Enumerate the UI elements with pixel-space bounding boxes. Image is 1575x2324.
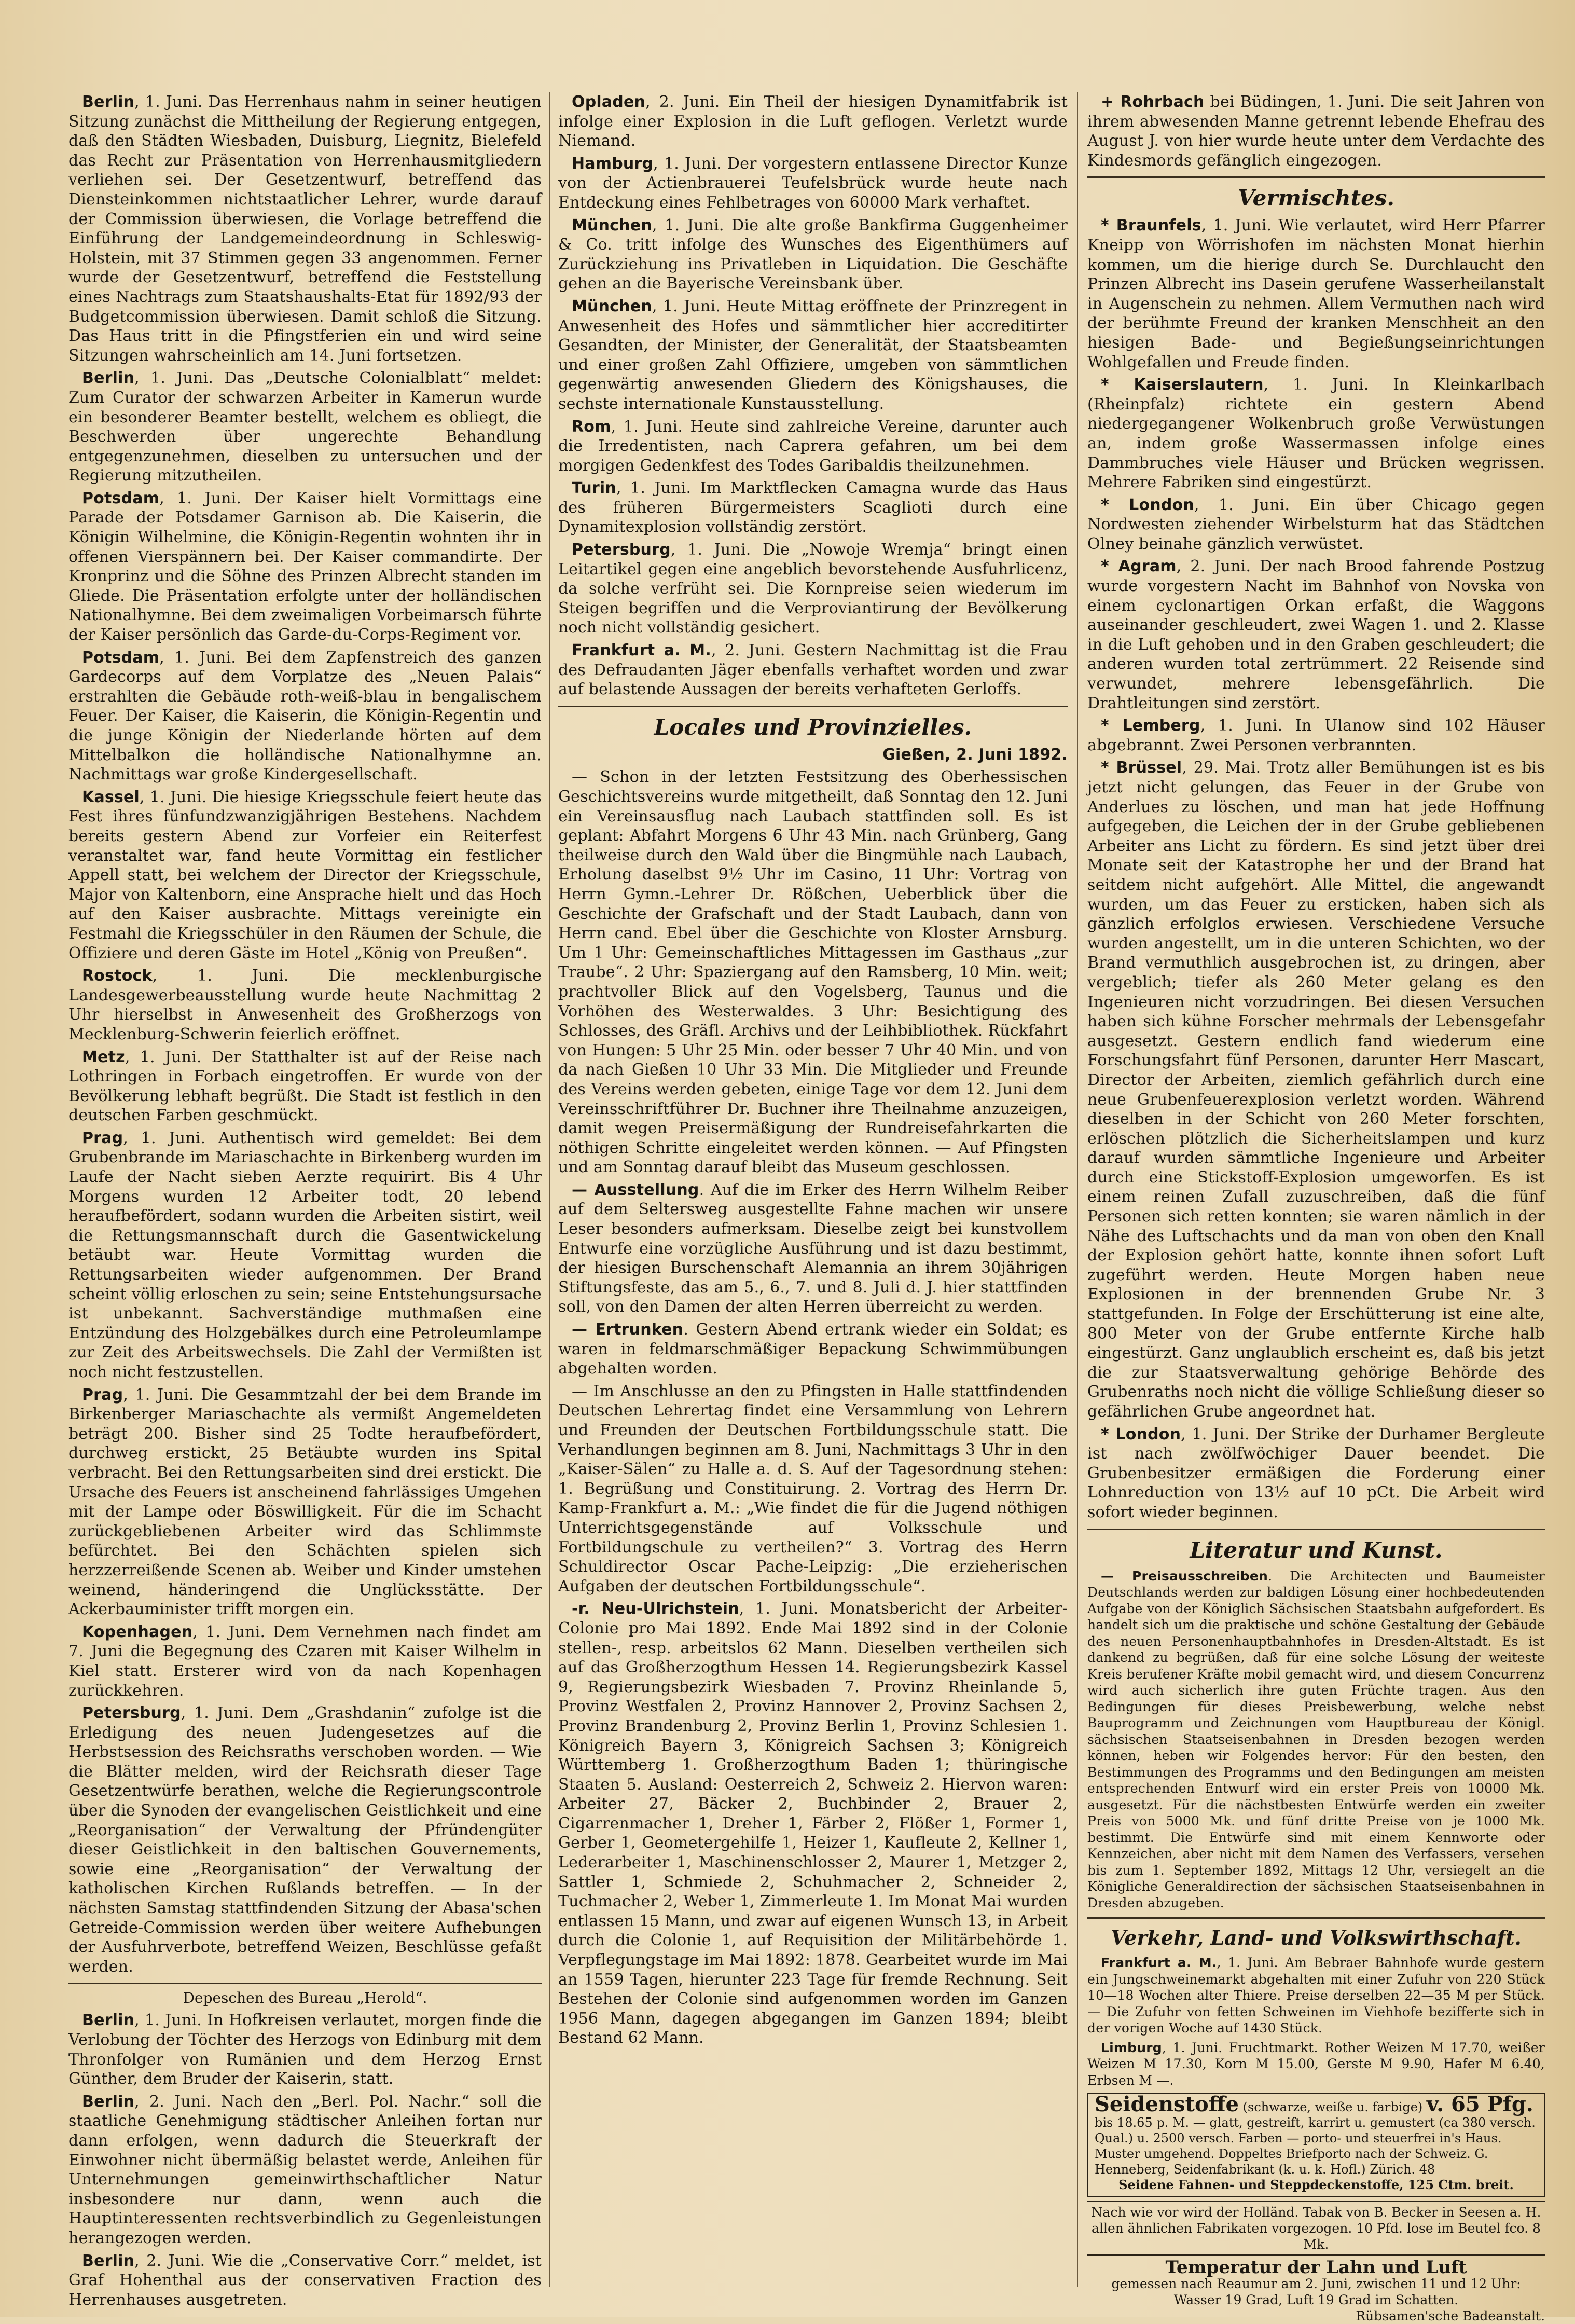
dateline: Hamburg bbox=[572, 154, 654, 173]
ad-title-note: (schwarze, weiße u. farbige) bbox=[1242, 2100, 1423, 2115]
dateline: Potsdam bbox=[82, 489, 160, 507]
dateline: * London bbox=[1101, 496, 1194, 514]
dateline: Berlin bbox=[82, 93, 135, 111]
ad-price: v. 65 Pfg. bbox=[1426, 2092, 1533, 2117]
section-divider bbox=[68, 1983, 542, 1984]
news-item bbox=[68, 92, 542, 365]
article-text: , 1. Juni. Dem Vernehmen nach findet am 7. Juni die Begegnung des Czaren mit Kaiser Wilhelm in Kiel statt. Ersterer wird von da nach Kopenhagen zurückkehren. bbox=[68, 1622, 542, 1700]
dateline: Prag bbox=[82, 1385, 123, 1404]
literatur-heading: Literatur und Kunst. bbox=[1190, 1537, 1443, 1563]
news-item bbox=[1087, 758, 1545, 1421]
article-text: , 1. Juni. Am Bebraer Bahnhofe wurde gestern ein Jungschweinemarkt abgehalten mit einer Zufuhr von 220 Stück 10—18 Wochen alter Thiere. Preise derselben 22—35 M per Stück. — Die Zufuhr von fetten Schweinen im Viehhofe bezifferte sich in der vorigen Woche auf 1430 Stück. bbox=[1087, 1955, 1545, 2036]
news-list bbox=[68, 92, 542, 1976]
temperature-box bbox=[1087, 2257, 1545, 2324]
news-item bbox=[68, 1622, 542, 1700]
article-text: , 1. Juni. Authentisch wird gemeldet: Bei dem Grubenbrande im Mariaschachte in Birkenberg wurden im Laufe der Nacht sieben Aerzte requirirt. Bis 4 Uhr Morgens wurden 12 Arbeiter todt, 20 lebend heraufbefördert, sodann wurden die Arbeiten sistirt, weil die Rettungsmannschaft durch die Gasentwickelung betäubt war. Heute Vormittag wurden die Rettungsarbeiten wieder aufgenommen. Der Brand scheint völlig erloschen zu sein; seine Entstehungsursache ist unbekannt. Sachverständige muthmaßen eine Entzündung des Holzgebälkes durch eine Petroleumlampe zur Zeit des Arbeitswechsels. Die Zahl der Vermißten ist noch nicht festzustellen. bbox=[68, 1129, 542, 1381]
news-item bbox=[1087, 557, 1545, 713]
seidenstoffe-ad bbox=[1087, 2093, 1545, 2197]
verkehr-heading: Verkehr, Land- und Volkswirthschaft. bbox=[1111, 1926, 1522, 1950]
dateline: + Rohrbach bbox=[1101, 93, 1205, 111]
dateline: Kassel bbox=[82, 788, 140, 806]
dateline: — Preisausschreiben bbox=[1101, 1568, 1268, 1584]
article-text: , 2. Juni. Gestern Nachmittag ist die Frau des Defraudanten Jäger ebenfalls verhaftet worden und zwar auf belastende Aussagen der bereits verhafteten Gerloffs. bbox=[558, 641, 1068, 699]
news-item bbox=[558, 216, 1068, 294]
article-text: , 1. Juni. Die Gesammtzahl der bei dem Brande im Birkenberger Mariaschachte als vermißt Angemeldeten beträgt 200. Bisher sind 25 Todte heraufbefördert, durchweg erstickt, 25 Betäubte wurden ins Spital verbracht. Bei den Rettungsarbeiten sind drei erstickt. Die Ursache des Feuers ist anscheinend fahrlässiges Umgehen mit der Lampe oder Böswilligkeit. Für die im Schacht zurückgebliebenen Arbeiter wird das Schlimmste befürchtet. Bei den Schächten spielen sich herzzerreißende Scenen ab. Weiber und Kinder umstehen weinend, händeringend die Unglücksstätte. Der Ackerbauminister trifft morgen ein. bbox=[68, 1385, 542, 1619]
verkehr-list bbox=[1087, 1955, 1545, 2088]
article-text: . Gestern Abend ertrank wieder ein Soldat; es waren in feldmarschmäßiger Bepackung Schwimmübungen abgehalten worden. bbox=[558, 1321, 1068, 1378]
news-item bbox=[1087, 496, 1545, 554]
dateline: * Kaiserslautern bbox=[1101, 376, 1264, 394]
article-text: , 1. Juni. In Hofkreisen verlautet, morgen finde die Verlobung der Töchter des Herzogs von Edinburg mit dem Thronfolger von Rumänien und dem Herzog Ernst Günther, dem Bruder der Kaiserin, statt. bbox=[68, 2011, 542, 2088]
article-text: , 1. Juni. Heute sind zahlreiche Vereine, darunter auch die Irredentisten, nach Caprera gefahren, um bei dem morgigen Gedenkfest des Todes Garibaldis theilzunehmen. bbox=[558, 417, 1068, 475]
article-text: , 1. Juni. Das „Deutsche Colonialblatt“ meldet: Zum Curator der schwarzen Arbeiter in Kamerun wurde ein besonderer Beamter bestellt, welchem es obliegt, die Beschwerden über ungerechte Behandlung entgegenzunehmen, dieselben zu untersuchen und der Regierung mitzutheilen. bbox=[68, 369, 542, 485]
news-item bbox=[68, 648, 542, 785]
column-2 bbox=[558, 92, 1068, 2287]
dateline: Opladen bbox=[572, 93, 646, 111]
column-rule bbox=[1077, 92, 1078, 2287]
article-text: , 1. Juni. Wie verlautet, wird Herr Pfarrer Kneipp von Wörrishofen im nächsten Monat hierhin kommen, um die hierige durch Se. Durchlaucht den Prinzen Albrecht ins Dasein gerufene Wasserheilanstalt in Augenschein zu nehmen. Allem Vermuthen nach wird der berühmte Freund der kranken Menschheit an den hiesigen Bade- und Begießungseinrichtungen Wohlgefallen und Freude finden. bbox=[1087, 216, 1545, 372]
news-item bbox=[68, 966, 542, 1044]
locales-list bbox=[558, 767, 1068, 2048]
literatur-list bbox=[1087, 1568, 1545, 1912]
news-item bbox=[558, 297, 1068, 414]
temperature-line: gemessen nach Reaumur am 2. Juni, zwischen 11 und 12 Uhr: bbox=[1111, 2276, 1521, 2292]
news-item bbox=[1087, 375, 1545, 492]
article-text: , 1. Juni. Fruchtmarkt. Rother Weizen M 17.70, weißer Weizen M 17.30, Korn M 15.00, Gerste M 9.90, Hafer M 6.40, Erbsen M —. bbox=[1087, 2040, 1545, 2088]
article-text: , 1. Juni. In Ulanow sind 102 Häuser abgebrannt. Zwei Personen verbrannten. bbox=[1087, 717, 1545, 754]
dateline: Metz bbox=[82, 1048, 125, 1066]
dateline: * Brüssel bbox=[1101, 759, 1182, 777]
news-item bbox=[1087, 216, 1545, 372]
ad-title: Seidenstoffe bbox=[1095, 2092, 1239, 2117]
depeschen-heading: Depeschen des Bureau „Herold“. bbox=[183, 1989, 427, 2007]
news-item bbox=[68, 788, 542, 963]
article-text: , 2. Juni. Der nach Brood fahrende Postzug wurde vorgestern Nacht im Bahnhof von Novska von einem cyclonartigen Orkan erfaßt, die Waggons auseinander geschleudert, zwei Wagen 1. und 2. Klasse in die Luft gehoben und in den Graben geschleudert; die anderen wurden total zertrümmert. 22 Reisende sind verwundet, mehrere lebensgefährlich. Die Drahtleitungen sind zerstört. bbox=[1087, 557, 1545, 712]
dateline: Prag bbox=[82, 1129, 123, 1147]
dateline: Rostock bbox=[82, 967, 153, 985]
ad-text: bis 18.65 p. M. — glatt, gestreift, karrirt u. gemustert (ca 380 versch. Qual.) u. 2500 versch. Farben — porto- und steuerfrei in's Haus. Muster umgehend. Doppeltes Briefporto nach der Schweiz. G. Henneberg, Seidenfabrikant (k. u. k. Hofl.) Zürich. 48 bbox=[1095, 2115, 1536, 2177]
article-text: , 1. Juni. Der vorgestern entlassene Director Kunze von der Actienbrauerei Teufelsbrück wurde heute nach Entdeckung eines Fehlbetrages von 60000 Mark verhaftet. bbox=[558, 154, 1068, 212]
dateline: * Agram bbox=[1101, 557, 1177, 576]
news-item bbox=[1087, 1425, 1545, 1522]
news-item bbox=[558, 1320, 1068, 1379]
dateline: * London bbox=[1101, 1425, 1181, 1443]
section-divider bbox=[1087, 176, 1545, 178]
news-item bbox=[558, 540, 1068, 638]
article-text: — Schon in der letzten Festsitzung des Oberhessischen Geschichtsvereins wurde mitgetheilt, daß Sonntag den 12. Juni ein Vereinsausflug nach Laubach stattfinden soll. Es ist geplant: Abfahrt Morgens 6 Uhr 43 Min. nach Grünberg, Gang theilweise durch den Wald über die Bingmühle nach Laubach, Erholung daselbst 9½ Uhr im Casino, 11 Uhr: Vortrag von Herrn Gymn.-Lehrer Dr. Rößchen, Ueberblick über die Geschichte der Grafschaft und der Stadt Laubach, dann von Herrn cand. Ebel über die Geschichte von Kloster Arnsburg. Um 1 Uhr: Gemeinschaftliches Mittagessen im Gasthaus „zur Traube“. 2 Uhr: Spaziergang auf den Ramsberg, 10 Min. weit; prachtvoller Blick auf den Vogelsberg, Taunus und die Vorhöhen des Westerwaldes. 3 Uhr: Besichtigung des Schlosses, des Gräfl. Archivs und der Leihbibliothek. Rückfahrt von Hungen: 5 Uhr 25 Min. oder besser 7 Uhr 40 Min. und von da nach Gießen 10 Uhr 33 Min. Die Mitglieder und Freunde des Vereins werden gebeten, einige Tage vor dem 12. Juni dem Vereinsschriftführer Dr. Buchner ihre Theilnahme anzuzeigen, damit wegen Preisermäßigung der Rundreisefahrkarten die nöthigen Schritte eingeleitet werden können. — Auf Pfingsten und am Sonntag darauf bleibt das Museum geschlossen. bbox=[558, 768, 1068, 1177]
temperature-source: Rübsamen'sche Badeanstalt. bbox=[1356, 2308, 1545, 2324]
vermischtes-heading: Vermischtes. bbox=[1237, 185, 1395, 211]
dateline: Limburg bbox=[1101, 2040, 1162, 2055]
article-text: , 1. Juni. Der Strike der Durhamer Bergleute ist nach zwölfwöchiger Dauer beendet. Die Grubenbesitzer ermäßigen die Forderung einer Lohnreduction von 13½ auf 10 pCt. Die Arbeit wird sofort wieder beginnen. bbox=[1087, 1425, 1545, 1521]
dateline: Petersburg bbox=[572, 541, 671, 559]
news-item bbox=[68, 368, 542, 486]
news-item bbox=[558, 1599, 1068, 2048]
column-rule bbox=[549, 92, 550, 2287]
dateline: Berlin bbox=[82, 2011, 135, 2030]
news-list bbox=[1087, 92, 1545, 170]
column-3 bbox=[1087, 92, 1545, 2324]
article-text: . Auf die im Erker des Herrn Wilhelm Reiber auf dem Seltersweg ausgestellte Fahne machen wir unsere Leser besonders aufmerksam. Dieselbe zeigt bei kunstvollem Entwurfe eine vorzügliche Ausführung und ist dazu bestimmt, der hiesigen Burschenschaft Alemannia an ihrem 30jährigen Stiftungsfeste, das am 5., 6., 7. und 8. Juli d. J. hier stattfinden soll, von den Damen der alten Herren überreicht zu werden. bbox=[558, 1180, 1068, 1316]
dateline: München bbox=[572, 297, 652, 315]
dateline: Berlin bbox=[82, 2251, 135, 2270]
dateline: Rom bbox=[572, 417, 611, 436]
article-text: — Im Anschlusse an den zu Pfingsten in Halle stattfindenden Deutschen Lehrertag findet eine Versammlung von Lehrern und Freunden der Deutschen Fortbildungsschule statt. Die Verhandlungen beginnen am 8. Juni, Nachmittags 3 Uhr in den „Kaiser-Sälen“ zu Halle a. d. S. Auf der Tagesordnung stehen: 1. Begrüßung und Constituirung. 2. Vortrag des Herrn Dr. Kamp-Frankfurt a. M.: „Wie findet die für die Jugend nöthigen Unterrichtsgegenstände auf Volksschule und Fortbildungschule zu vertheilen?“ 3. Vortrag des Herrn Schuldirector Oscar Pache-Leipzig: „Die erzieherischen Aufgaben der deutschen Fortbildungsschule“. bbox=[558, 1382, 1068, 1596]
news-item bbox=[1087, 1568, 1545, 1912]
dateline: Kopenhagen bbox=[82, 1622, 193, 1641]
article-text: , 2. Juni. Wie die „Conservative Corr.“ meldet, ist Graf Hohenthal aus der conservativen Fraction des Herrenhauses ausgetreten. bbox=[68, 2251, 542, 2309]
news-item bbox=[68, 2092, 542, 2248]
article-text: , 1. Juni. Die „Nowoje Wremja“ bringt einen Leitartikel gegen eine angeblich bevorstehende Ausfuhrlicenz, da solche verfrüht sei. Die Kornpreise seien wiederum im Steigen begriffen und die Verproviantirung der Bevölkerung noch nicht vollständig gesichert. bbox=[558, 541, 1068, 637]
news-item bbox=[68, 1703, 542, 1976]
dateline: Frankfurt a. M. bbox=[1101, 1955, 1217, 1971]
news-item bbox=[558, 92, 1068, 151]
dateline: — Ertrunken bbox=[572, 1321, 684, 1339]
section-divider bbox=[1087, 1529, 1545, 1530]
news-item bbox=[558, 641, 1068, 699]
dateline: — Ausstellung bbox=[572, 1180, 699, 1199]
dateline: München bbox=[572, 216, 652, 235]
article-text: , 1. Juni. Der Kaiser hielt Vormittags eine Parade der Potsdamer Garnison ab. Die Kaiserin, die Königin Wilhelmine, die Königin-Regentin wohnten ihr in offenen Vierspännern bei. Der Kaiser commandirte. Der Kronprinz und die Söhne des Prinzen Albrecht standen im Gliede. Die Präsentation erfolgte unter der holländischen Nationalhymne. Bei dem zweimaligen Vorbeimarsch führte der Kaiser persönlich das Garde-du-Corps-Regiment vor. bbox=[68, 489, 542, 644]
article-text: , 29. Mai. Trotz aller Bemühungen ist es bis jetzt nicht gelungen, das Feuer in der Grube von Anderlues zu löschen, und man hat jede Hoffnung aufgegeben, die Leichen der in der Grube gebliebenen Arbeiter ans Licht zu fördern. Es sind jetzt über drei Monate seit der Katastrophe her und der Brand hat seitdem nicht aufgehört. Alle Mittel, die angewandt wurden, um das Feuer zu ersticken, haben sich als gänzlich erfolglos erwiesen. Verschiedene Versuche wurden angestellt, um in die unteren Schichten, wo der Brand vermuthlich ausgebrochen ist, zu dringen, aber vergeblich; tiefer als 260 Meter gelang es den Ingenieuren nicht vorzudringen. Bei diesen Versuchen haben sich kühne Forscher mehrmals der Lebensgefahr ausgesetzt. Gestern endlich fand wiederum eine Forschungsfahrt fünf Personen, darunter Herr Mascart, Director der Arbeiten, ziemlich gefährlich durch eine neue Grubenfeuerexplosion verletzt worden. Während dieselben in der Schicht von 260 Meter forschten, erlöschen plötzlich die Sicherheitslampen und kurz darauf wurden sämmtliche Ingenieure und Arbeiter durch eine Stickstoff-Explosion umgeworfen. Es ist einem reinen Zufall zuzuschreiben, daß die fünf Personen sich retten konnten; sie waren nämlich in der Nähe des Luftschachts und da man von oben den Knall der Explosion gehört hatte, konnte ihnen sofort Luft zugeführt werden. Heute Morgen haben neue Explosionen in der brennenden Grube Nr. 3 stattgefunden. In Folge der Erschütterung ist eine alte, 800 Meter von der Grube entfernte Kirche halb eingestürzt. Ganz unglaublich erscheint es, daß bis jetzt die zur Staatsverwaltung gehörige Behörde des Grubenraths noch nicht die völlige Schließung dieser so gefährlichen Grube angeordnet hat. bbox=[1087, 759, 1545, 1421]
ad-footer: Seidene Fahnen- und Steppdeckenstoffe, 125 Ctm. breit. bbox=[1118, 2177, 1514, 2193]
article-text: , 1. Juni. Heute Mittag eröffnete der Prinzregent in Anwesenheit des Hofes und sämmtlicher hier accreditirter Gesandten, der Minister, der Generalität, der Staatsbeamten und einer großen Zahl Offiziere, umgeben von sämmtlichen gegenwärtig anwesenden Gliedern des Königshauses, die sechste internationale Kunstausstellung. bbox=[558, 297, 1068, 413]
section-divider bbox=[558, 706, 1068, 707]
vermischtes-list bbox=[1087, 216, 1545, 1522]
dateline: Potsdam bbox=[82, 648, 160, 667]
article-text: , 1. Juni. Ein über Chicago gegen Nordwesten ziehender Wirbelsturm hat das Städtchen Olney beinahe gänzlich verwüstet. bbox=[1087, 496, 1545, 553]
article-text: , 2. Juni. Ein Theil der hiesigen Dynamitfabrik ist infolge einer Explosion in die Luft geflogen. Verletzt wurde Niemand. bbox=[558, 93, 1068, 150]
depeschen-list bbox=[68, 2011, 542, 2309]
news-item bbox=[558, 417, 1068, 476]
article-text: , 1. Juni. Im Marktflecken Camagna wurde das Haus des früheren Bürgermeisters Scaglioti durch eine Dynamitexplosion vollständig zerstört. bbox=[558, 479, 1068, 537]
dateline: Berlin bbox=[82, 369, 135, 388]
article-text: , 1. Juni. Bei dem Zapfenstreich des ganzen Gardecorps auf dem Vorplatze des „Neuen Palais“ erstrahlten die Gebäude roth-weiß-blau in bengalischem Feuer. Der Kaiser, die Kaiserin, die Königin-Regentin und die junge Königin der Niederlande hörten auf dem Mittelbalkon die holländische Nationalhymne an. Nachmittags war große Kindergesellschaft. bbox=[68, 648, 542, 784]
temperature-line: Wasser 19 Grad, Luft 19 Grad im Schatten. bbox=[1173, 2292, 1459, 2308]
news-item bbox=[68, 1129, 542, 1382]
article-text: bei Büdingen, 1. Juni. Die seit Jahren von ihrem abwesenden Manne getrennt lebende Ehefrau des August J. von hier wurde heute unter dem Verdachte des Kindesmords gefänglich eingezogen. bbox=[1087, 93, 1545, 170]
article-text: , 1. Juni. Das Herrenhaus nahm in seiner heutigen Sitzung zunächst die Mittheilung der Regierung entgegen, daß den Städten Wiesbaden, Duisburg, Liegnitz, Bielefeld das Recht zur Präsentation von Herrenhausmitgliedern verliehen sei. Der Gesetzentwurf, betreffend das Diensteinkommen nichtstaatlicher Lehrer, wurde darauf der Commission überwiesen, die Vorlage betreffend die Einführung der Landgemeindeordnung in Schleswig-Holstein, mit 37 Stimmen gegen 33 angenommen. Ferner wurde der Gesetzentwurf, betreffend die Feststellung eines Nachtrags zum Staatshaushalts-Etat für 1892/93 der Budgetcommission überwiesen. Damit schloß die Sitzung. Das Haus tritt in die Pfingstferien ein und wird seine Sitzungen wahrscheinlich am 14. Juni fortsetzen. bbox=[68, 93, 542, 365]
news-item bbox=[68, 489, 542, 645]
article-text: , 2. Juni. Nach den „Berl. Pol. Nachr.“ soll die staatliche Genehmigung städtischer Anleihen fortan nur dann erfolgen, wenn dadurch die Steuerkraft der Einwohner nicht übermäßig belastet werde, Anleihen für Unternehmungen gemeinwirthschaftlicher Natur insbesondere nur dann, wenn auch die Hauptinteressenten rechtsverbindlich zu Gegenleistungen herangezogen werden. bbox=[68, 2092, 542, 2247]
dateline: Berlin bbox=[82, 2092, 135, 2111]
news-list bbox=[558, 92, 1068, 699]
dateline: * Lemberg bbox=[1101, 717, 1200, 735]
news-item bbox=[1087, 92, 1545, 170]
news-item bbox=[558, 154, 1068, 213]
news-item bbox=[1087, 716, 1545, 755]
dateline: Petersburg bbox=[82, 1704, 181, 1723]
article-text: , 1. Juni. Die hiesige Kriegsschule feiert heute das Fest ihres fünfundzwanzigjährigen Bestehens. Nachdem bereits gestern Abend zur Vorfeier ein Reiterfest veranstaltet war, fand heute Vormittag ein festlicher Appell statt, bei welchem der Director der Kriegsschule, Major von Kaltenborn, eine Ansprache hielt und das Hoch auf den Kaiser ausbrachte. Mittags vereinigte ein Festmahl die Kriegsschüler in den Räumen der Schule, die Offiziere und deren Gäste im Hotel „König von Preußen“. bbox=[68, 788, 542, 962]
article-text: , 1. Juni. Die alte große Bankfirma Guggenheimer & Co. tritt infolge des Wunsches des Eigenthümers auf Zurückziehung ins Privatleben in Liquidation. Die Geschäfte gehen an die Bayerische Vereinsbank über. bbox=[558, 216, 1068, 293]
article-text: , 1. Juni. Dem „Grashdanin“ zufolge ist die Erledigung des neuen Judengesetzes auf die Herbstsession des Reichsraths verschoben worden. — Wie die Blätter melden, wird der Reichsrath dieser Tage Gesetzentwürfe berathen, welche die Regierungscontrole über die Synoden der evangelischen Geistlichkeit und eine „Reorganisation“ der Verwaltung der Pfründengüter dieser Geistlichkeit in den baltischen Gouvernements, sowie eine „Reorganisation“ der Verwaltung der katholischen Kirchen Rußlands betreffen. — In der nächsten Samstag stattfindenden Sitzung der Abasa'schen Getreide-Commission werden über weitere Aufhebungen der Ausfuhrverbote, betreffend Weizen, Beschlüsse gefaßt werden. bbox=[68, 1704, 542, 1976]
news-item bbox=[1087, 2040, 1545, 2089]
article-text: , 1. Juni. In Kleinkarlbach (Rheinpfalz) richtete ein gestern Abend niedergegangener Wolkenbruch große Verwüstungen an, indem große Wassermassen infolge eines Dammbruches viele Häuser und Brücken wegrissen. Mehrere Fabriken sind eingestürzt. bbox=[1087, 376, 1545, 492]
news-item bbox=[558, 478, 1068, 537]
news-item bbox=[558, 1382, 1068, 1597]
article-text: . Die Architecten und Baumeister Deutschlands werden zur baldigen Lösung einer hochbedeutenden Aufgabe von der Königlich Sächsischen Staatsbahn aufgefordert. Es handelt sich um die praktische und schöne Gestaltung der Gebäude des neuen Personenhauptbahnhofes in Dresden-Altstadt. Es ist dankend zu begrüßen, daß für eine solche Lösung der weiteste Kreis berufener Kräfte mobil gemacht wird, und diesem Concurrenz wird auch sicherlich ihre guten Früchte tragen. Aus den Bedingungen für dieses Preisbewerbung, welche nebst Bauprogramm und Zeichnungen vom Hauptbureau der Königl. sächsischen Staatseisenbahnen in Dresden bezogen werden können, heben wir Folgendes hervor: Für den besten, den Bestimmungen des Programms und den Bedingungen am meisten entsprechenden Entwurf wird ein erster Preis von 10000 Mk. ausgesetzt. Für die nächstbesten Entwürfe werden ein zweiter Preis von 5000 Mk. und fünf dritte Preise von je 1000 Mk. bestimmt. Die Entwürfe sind mit einem Kennworte oder Kennzeichen, aber nicht mit dem Namen des Verfassers, versehen bis zum 1. September 1892, Mittags 12 Uhr, versiegelt an die Königliche Generaldirection der sächsischen Staatseisenbahnen in Dresden abzugeben. bbox=[1087, 1568, 1545, 1910]
column-1 bbox=[68, 92, 542, 2309]
locales-dateline: Gießen, 2. Juni 1892. bbox=[882, 745, 1068, 764]
news-item bbox=[1087, 1955, 1545, 2037]
news-item bbox=[68, 1385, 542, 1619]
news-item bbox=[558, 767, 1068, 1177]
tabak-ad: Nach wie vor wird der Holländ. Tabak von B. Becker in Seesen a. H. allen ähnlichen Fabrikaten vorgezogen. 10 Pfd. lose im Beutel fco. 8 Mk. bbox=[1087, 2201, 1545, 2256]
article-text: , 1. Juni. Monatsbericht der Arbeiter-Colonie pro Mai 1892. Ende Mai 1892 sind in der Colonie stellen-, resp. arbeitslos 62 Mann. Dieselben vertheilen sich auf das Großherzogthum Hessen 14. Regierungsbezirk Kassel 9, Regierungsbezirk Wiesbaden 7. Provinz Rheinlande 5, Provinz Westfalen 2, Provinz Hannover 2, Provinz Sachsen 2, Provinz Brandenburg 2, Provinz Berlin 1, Provinz Schlesien 1. Königreich Bayern 3, Königreich Sachsen 3; Königreich Württemberg 1. Großherzogthum Baden 1; thüringische Staaten 5. Ausland: Oesterreich 2, Schweiz 2. Hiervon waren: Arbeiter 27, Bäcker 2, Buchbinder 2, Brauer 2, Cigarrenmacher 1, Dreher 1, Färber 2, Flößer 1, Former 1, Gerber 1, Geometergehilfe 1, Heizer 1, Kaufleute 2, Kellner 1, Lederarbeiter 1, Maschinenschlosser 2, Maurer 1, Metzger 2, Sattler 1, Schmiede 2, Schuhmacher 2, Schneider 2, Tuchmacher 2, Weber 1, Zimmerleute 1. Im Monat Mai wurden entlassen 15 Mann, und zwar auf eigenen Wunsch 13, in Arbeit durch die Colonie 1, auf Requisition der Militärbehörde 1. Verpflegungstage im Mai 1892: 1878. Gearbeitet wurde im Mai an 1559 Tagen, hierunter 223 Tage für fremde Rechnung. Seit Bestehen der Colonie sind aufgenommen worden im Ganzen 1956 Mann, dagegen abgegangen im Ganzen 1894; bleibt Bestand 62 Mann. bbox=[558, 1600, 1068, 2047]
temperature-title: Temperatur der Lahn und Luft bbox=[1165, 2257, 1467, 2278]
dateline: -r. Neu-Ulrichstein bbox=[572, 1600, 739, 1618]
news-item bbox=[68, 1048, 542, 1125]
dateline: Turin bbox=[572, 479, 616, 498]
news-item bbox=[558, 1180, 1068, 1317]
section-divider bbox=[1087, 1917, 1545, 1919]
news-item bbox=[68, 2011, 542, 2088]
locales-heading: Locales und Provinzielles. bbox=[654, 714, 972, 740]
news-item bbox=[68, 2251, 542, 2310]
dateline: Frankfurt a. M. bbox=[572, 641, 711, 660]
dateline: * Braunfels bbox=[1101, 216, 1201, 235]
article-text: , 1. Juni. Der Statthalter ist auf der Reise nach Lothringen in Forbach eingetroffen. Er wurde von der Bevölkerung lebhaft begrüßt. Die Stadt ist festlich in den deutschen Farben geschmückt. bbox=[68, 1048, 542, 1125]
article-text: , 1. Juni. Die mecklenburgische Landesgewerbeausstellung wurde heute Nachmittag 2 Uhr hierselbst in Anwesenheit des Großherzogs von Mecklenburg-Schwerin feierlich eröffnet. bbox=[68, 967, 542, 1043]
